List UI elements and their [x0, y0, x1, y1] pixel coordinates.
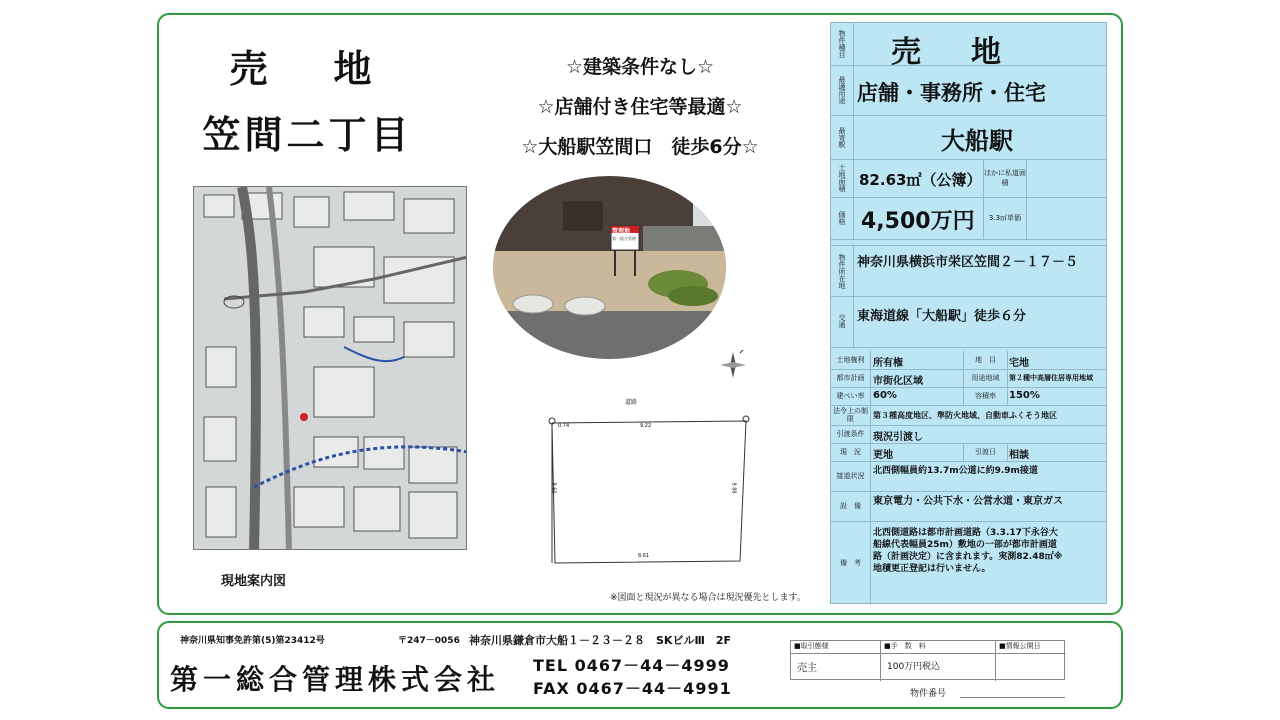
value-road: 北西側幅員約13.7m公道に約9.9m接道	[873, 466, 1038, 476]
site-photo-drawing	[493, 176, 726, 359]
label-chimoku: 地 目	[963, 351, 1008, 369]
row-land	[831, 159, 1106, 198]
label-legal: 法令上の制限	[831, 405, 871, 425]
phone-number: TEL 0467－44－4999	[533, 656, 730, 675]
label-road: 接道状況	[831, 461, 871, 491]
value-handover: 相談	[1009, 450, 1029, 461]
label-traffic: 交通	[831, 295, 854, 347]
value-rights: 所有権	[873, 358, 903, 369]
label-address: 物件所在地	[831, 246, 854, 296]
label-far: 容積率	[963, 387, 1008, 405]
deal-cell	[791, 641, 881, 681]
promo-line-2: ☆店舗付き住宅等最適☆	[537, 96, 743, 118]
deal-label: ■取引態様	[791, 641, 880, 654]
row-station	[831, 115, 1106, 160]
value-facility: 東京電力・公共下水・公営水道・東京ガス	[873, 496, 1063, 507]
disclaimer-note: ※図面と現況が異なる場合は現況優先とします。	[610, 593, 806, 603]
value-legal: 第３種高度地区、準防火地域、自動車ふくそう地区	[873, 411, 1057, 420]
photo-sign-line: 第一総合管理	[612, 236, 636, 241]
label-type: 物件種目	[831, 23, 854, 65]
label-remarks: 備 考	[831, 521, 871, 605]
label-rights: 土地権利	[831, 351, 871, 369]
row-legal	[831, 405, 1106, 426]
row-coverage	[831, 387, 1106, 406]
company-address: 神奈川県鎌倉市大船１－２３－２８ SKビルⅢ 2F	[469, 634, 732, 647]
fee-value: 100万円税込	[887, 662, 941, 672]
pub-label: ■情報公開日	[996, 641, 1066, 654]
plot-dim-top: 9.22	[640, 423, 652, 429]
land-note: ほかに私道面積	[983, 159, 1027, 197]
label-city: 都市計画	[831, 369, 871, 387]
license-number: 神奈川県知事免許第(5)第23412号	[180, 636, 325, 646]
label-zone: 用途地域	[963, 369, 1008, 387]
row-price	[831, 197, 1106, 240]
row-rights	[831, 351, 1106, 370]
value-coverage: 60%	[873, 390, 897, 401]
row-status	[831, 443, 1106, 462]
value-chimoku: 宅地	[1009, 358, 1029, 369]
row-remarks	[831, 521, 1106, 605]
label-land: 土地面積	[831, 159, 854, 197]
plot-dim-left: 9.60	[550, 482, 557, 494]
deal-value: 売主	[797, 663, 817, 674]
area-title: 笠間二丁目	[202, 113, 413, 157]
north-compass-icon	[718, 350, 748, 380]
site-photo	[493, 176, 726, 359]
fax-number: FAX 0467－44－4991	[533, 679, 732, 698]
label-status: 現 況	[831, 443, 871, 461]
value-price: 4,500万円	[861, 209, 975, 234]
row-handover-cond	[831, 425, 1106, 444]
plot-dim-top-left: 0.74	[558, 423, 570, 429]
label-coverage: 建ぺい率	[831, 387, 871, 405]
property-number-line	[960, 697, 1065, 698]
value-city: 市街化区域	[873, 376, 923, 387]
label-facility: 設 備	[831, 491, 871, 521]
label-price: 価格	[831, 197, 854, 239]
location-map	[193, 186, 467, 550]
label-handover: 引渡日	[963, 443, 1008, 461]
row-traffic	[831, 295, 1106, 348]
row-road	[831, 461, 1106, 492]
value-use: 店舗・事務所・住宅	[857, 81, 1046, 105]
value-land: 82.63㎡（公簿）	[859, 171, 982, 189]
value-address: 神奈川県横浜市栄区笠間２－１７－５	[857, 255, 1079, 270]
label-use: 最適用途	[831, 65, 854, 115]
promo-line-3: ☆大船駅笠間口 徒歩6分☆	[521, 136, 759, 158]
value-station: 大船駅	[941, 127, 1013, 155]
value-zone: 第２種中高層住居専用地域	[1009, 374, 1093, 382]
property-info-table	[830, 22, 1107, 604]
fee-table	[790, 640, 1065, 680]
row-type	[831, 23, 1106, 70]
pub-cell	[996, 641, 1066, 681]
label-station: 最寄駅	[831, 115, 854, 159]
map-drawing	[194, 187, 467, 550]
price-note: 3.3㎡単価	[983, 197, 1027, 239]
plot-dim-right: 9.88	[730, 482, 737, 494]
value-far: 150%	[1009, 390, 1040, 401]
plot-dim-bottom: 8.61	[638, 553, 650, 559]
listing-type-title: 売 地	[229, 47, 386, 91]
postal-code: 〒247－0056	[398, 636, 460, 646]
row-city	[831, 369, 1106, 388]
value-handover-cond: 現況引渡し	[873, 432, 923, 443]
row-use	[831, 65, 1106, 116]
property-number-label: 物件番号	[910, 689, 947, 699]
promo-line-1: ☆建築条件なし☆	[565, 56, 715, 78]
value-remarks: 北西側道路は都市計画道路（3.3.17下永谷大船線代表幅員25m）敷地の一部が都市計画道路（計画決定）に含まれます。実測82.48㎡※地積更正登記は行いません。	[873, 528, 1063, 574]
value-status: 更地	[873, 450, 893, 461]
map-caption: 現地案内図	[221, 574, 287, 589]
company-name: 第一総合管理株式会社	[170, 663, 501, 696]
pub-value	[996, 654, 1066, 659]
fee-cell	[881, 641, 996, 681]
row-address	[831, 245, 1106, 297]
plot-road-label: 道路	[625, 399, 638, 406]
fee-label: ■手 数 料	[881, 641, 995, 654]
photo-sign-title: 管理地	[612, 228, 631, 235]
label-handover-cond: 引渡条件	[831, 425, 871, 443]
value-type: 売 地	[891, 35, 1011, 70]
value-traffic: 東海道線「大船駅」徒歩６分	[857, 309, 1027, 324]
row-facility	[831, 491, 1106, 522]
